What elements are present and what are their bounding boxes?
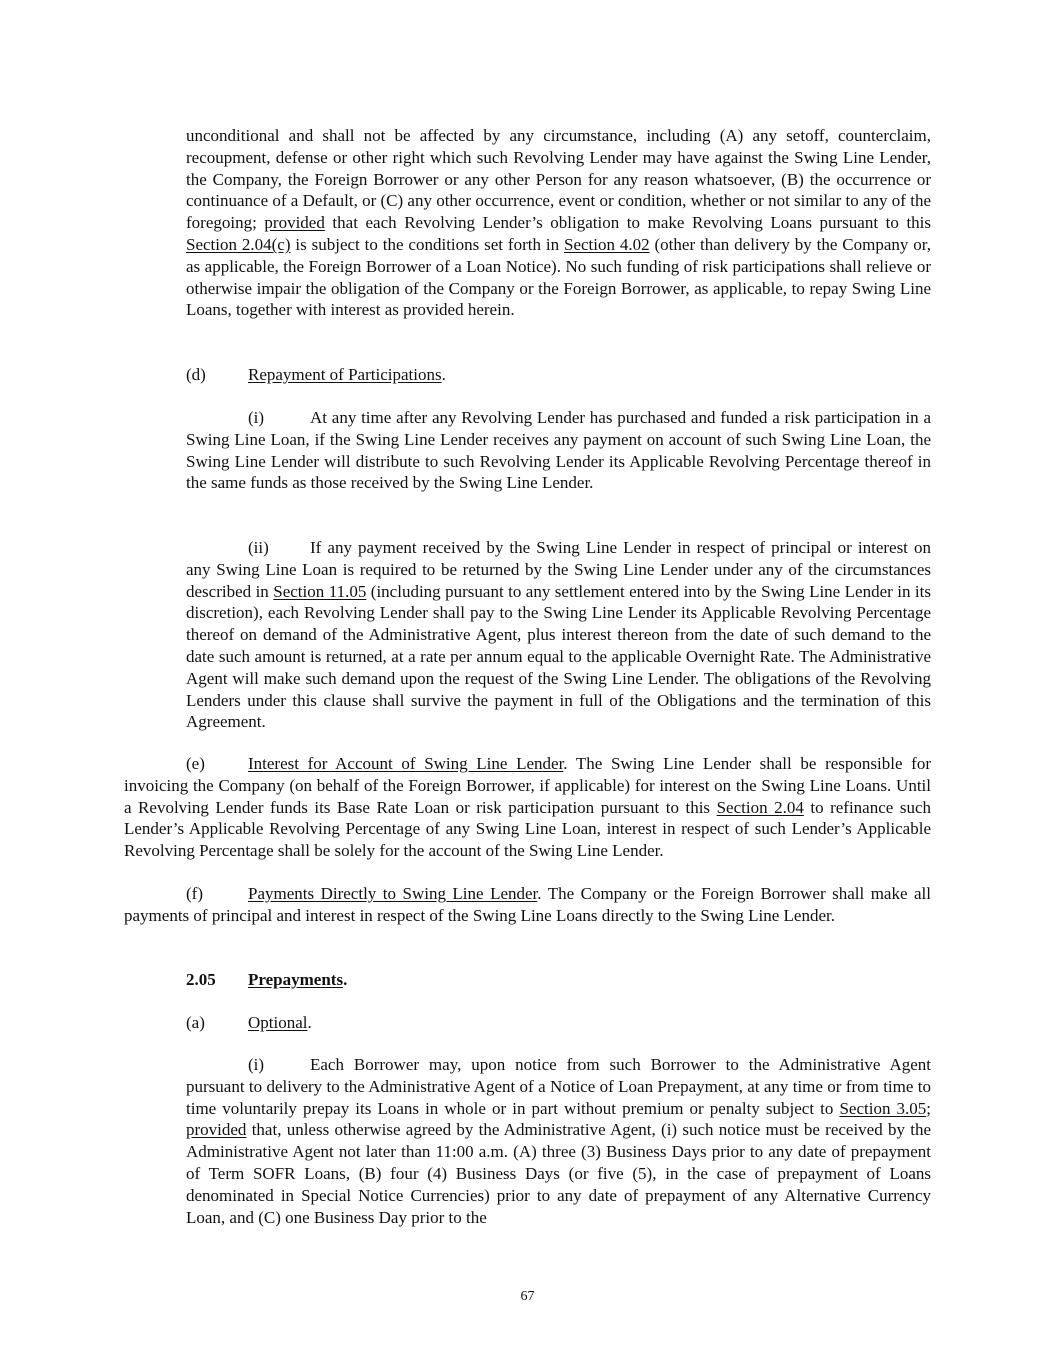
heading-f-title: Payments Directly to Swing Line Lender — [248, 884, 538, 903]
provided-term: provided — [186, 1120, 247, 1140]
section-reference: Section 4.02 — [563, 234, 650, 254]
heading-a-title: Optional — [248, 1013, 308, 1032]
provided-term: provided — [264, 213, 325, 233]
paragraph-a-i: (i) Each Borrower may, upon notice from such Borrower to the Administrative Agent pursuant to delivery to the Administrative Agent of a Notice of Loan Prepayment, at any time or from time to time voluntarily prepay its Loans in whole or in part without premium or penalty subject to Section 3.05; provided that, unless otherwise agreed by the Administrative Agent, (i) such notice must be received by the Administrative Agent not later than 11:00 a.m. (A) three (3) Business Days prior to any date of prepayment of Term SOFR Loans, (B) four (4) Business Days (or five (5), in the case of prepayment of Loans denominated in Special Notice Currencies) prior to any date of prepayment of any Alternative Currency Loan, and (C) one Business Day prior to the — [186, 1055, 932, 1227]
paragraph-d-i: (i) At any time after any Revolving Lender has purchased and funded a risk participation in a Swing Line Loan, if the Swing Line Lender receives any payment on account of such Swing Line Loan, the Swing Line Lender will distribute to such Revolving Lender its Applicable Revolving Percentage thereof in the same funds as those received by the Swing Line Lender. — [186, 408, 931, 493]
paragraph-continuation: unconditional and shall not be affected by any circumstance, including (A) any setoff, counterclaim, recoupment, defense or other right which such Revolving Lender may have against the Swing Line Lender, the Company, the Foreign Borrower or any other Person for any reason whatsoever, (B) the occurrence or continuance of a Default, or (C) any other occurrence, event or condition, whether or not similar to any of the foregoing; provided that each Revolving Lender’s obligation to make Revolving Loans pursuant to this Section 2.04(c) is subject to the conditions set forth in Section 4.02 (other than delivery by the Company or, as applicable, the Foreign Borrower of a Loan Notice). No such funding of risk participations shall relieve or otherwise impair the obligation of the Company or the Foreign Borrower, as applicable, to repay Swing Line Loans, together with interest as provided herein. — [186, 126, 932, 320]
heading-d: (d) Repayment of Participations. — [186, 365, 446, 384]
section-reference: Section 2.04(c) — [186, 234, 291, 254]
paragraph-d-ii: (ii) If any payment received by the Swing Line Lender in respect of principal or interest on any Swing Line Loan is required to be returned by the Swing Line Lender under any of the circumstances described in Section 11.05 (including pursuant to any settlement entered into by the Swing Line Lender in its discretion), each Revolving Lender shall pay to the Swing Line Lender its Applicable Revolving Percentage thereof on demand of the Administrative Agent, plus interest thereon from the date of such demand to the date such amount is returned, at a rate per annum equal to the applicable Overnight Rate. The Administrative Agent will make such demand upon the request of the Swing Line Lender. The obligations of the Revolving Lenders under this clause shall survive the payment in full of the Obligations and the termination of this Agreement. — [186, 538, 931, 732]
page-number: 67 — [520, 1289, 535, 1304]
paragraph-e: (e) Interest for Account of Swing Line Lender. The Swing Line Lender shall be responsible for invoicing the Company (on behalf of the Foreign Borrower, if applicable) for interest on the Swing Line Loans. Until a Revolving Lender funds its Base Rate Loan or risk participation pursuant to this Section 2.04 to refinance such Lender’s Applicable Revolving Percentage of any Swing Line Loan, interest in respect of such Lender’s Applicable Revolving Percentage shall be solely for the account of the Swing Line Lender. — [124, 754, 931, 861]
heading-e-title: Interest for Account of Swing Line Lender — [248, 754, 564, 773]
section-title: Prepayments — [248, 970, 344, 989]
section-reference: Section 11.05 — [273, 581, 367, 601]
heading-a: (a) Optional. — [186, 1013, 312, 1032]
section-reference: Section 2.04 — [716, 797, 804, 817]
heading-d-title: Repayment of Participations — [248, 365, 442, 384]
section-reference: Section 3.05 — [839, 1098, 927, 1118]
paragraph-f: (f) Payments Directly to Swing Line Lender. The Company or the Foreign Borrower shall make all payments of principal and interest in respect of the Swing Line Loans directly to the Swing Line Lender. — [124, 884, 931, 925]
section-heading-2-05: 2.05 Prepayments. — [186, 970, 348, 989]
